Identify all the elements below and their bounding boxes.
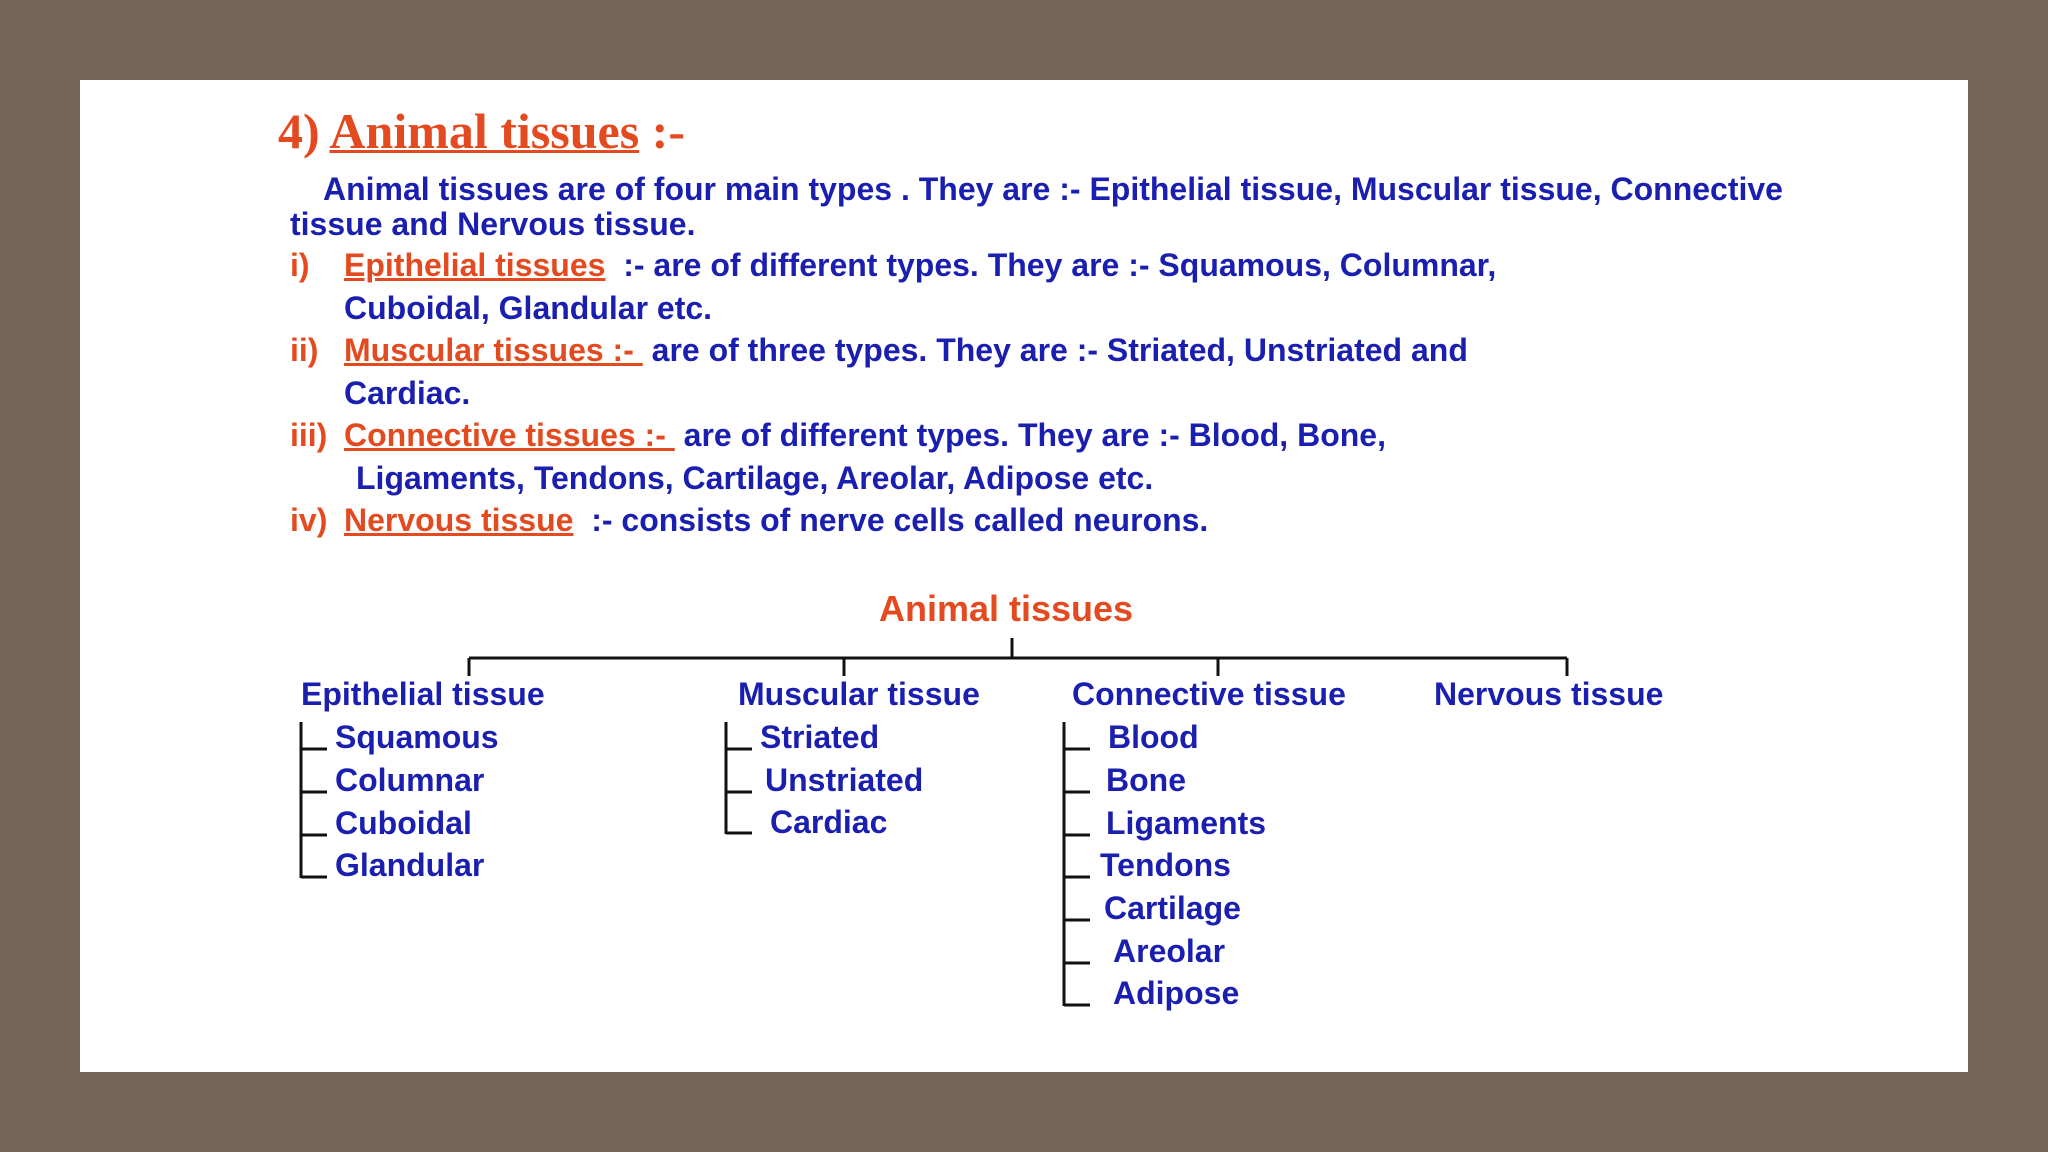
item-text: are of three types. They are :- Striated, Unstriated and	[651, 332, 1468, 368]
item-text: are of different types. They are :- Blood, Bone,	[683, 417, 1386, 453]
item-number: i)	[290, 247, 310, 283]
item-separator: :-	[605, 247, 654, 283]
leaf-cuboidal: Cuboidal	[335, 805, 472, 841]
leaf-glandular: Glandular	[335, 847, 485, 883]
heading-number: 4)	[278, 103, 320, 159]
item-term: Muscular tissues :-	[344, 332, 643, 368]
leaf-blood: Blood	[1108, 719, 1199, 755]
category-muscular: Muscular tissue	[738, 676, 980, 712]
slide	[80, 80, 1968, 1072]
leaf-squamous: Squamous	[335, 719, 499, 755]
heading-title: Animal tissues	[329, 103, 640, 159]
leaf-ligaments: Ligaments	[1106, 805, 1267, 841]
item-text: are of different types. They are :- Squamous, Columnar,	[653, 247, 1497, 283]
item-continuation: Cardiac.	[344, 375, 471, 411]
leaf-bone: Bone	[1106, 762, 1186, 798]
intro-paragraph: Animal tissues are of four main types . They are :- Epithelial tissue, Muscular tissue, Connective tissue and Nervous tissue.	[290, 171, 1783, 242]
heading-suffix: :-	[639, 103, 685, 159]
item-number: iv)	[290, 502, 328, 538]
item-text: consists of nerve cells called neurons.	[621, 502, 1209, 538]
leaf-striated: Striated	[760, 719, 880, 755]
leaf-unstriated: Unstriated	[765, 762, 924, 798]
leaf-columnar: Columnar	[335, 762, 485, 798]
item-term: Epithelial tissues	[344, 247, 606, 283]
leaf-areolar: Areolar	[1113, 933, 1226, 969]
item-continuation: Cuboidal, Glandular etc.	[344, 290, 713, 326]
tree-connector-lines	[80, 80, 1968, 1072]
item-term: Nervous tissue	[344, 502, 574, 538]
category-epithelial: Epithelial tissue	[301, 676, 545, 712]
leaf-cardiac: Cardiac	[770, 804, 888, 840]
item-term: Connective tissues :-	[344, 417, 675, 453]
leaf-tendons: Tendons	[1100, 847, 1231, 883]
item-separator: :-	[573, 502, 622, 538]
item-number: ii)	[290, 332, 319, 368]
category-nervous: Nervous tissue	[1434, 676, 1664, 712]
leaf-adipose: Adipose	[1113, 975, 1240, 1011]
leaf-cartilage: Cartilage	[1104, 890, 1241, 926]
item-number: iii)	[290, 417, 328, 453]
category-connective: Connective tissue	[1072, 676, 1346, 712]
item-continuation: Ligaments, Tendons, Cartilage, Areolar, Adipose etc.	[356, 460, 1154, 496]
tree-root-label: Animal tissues	[878, 588, 1134, 629]
